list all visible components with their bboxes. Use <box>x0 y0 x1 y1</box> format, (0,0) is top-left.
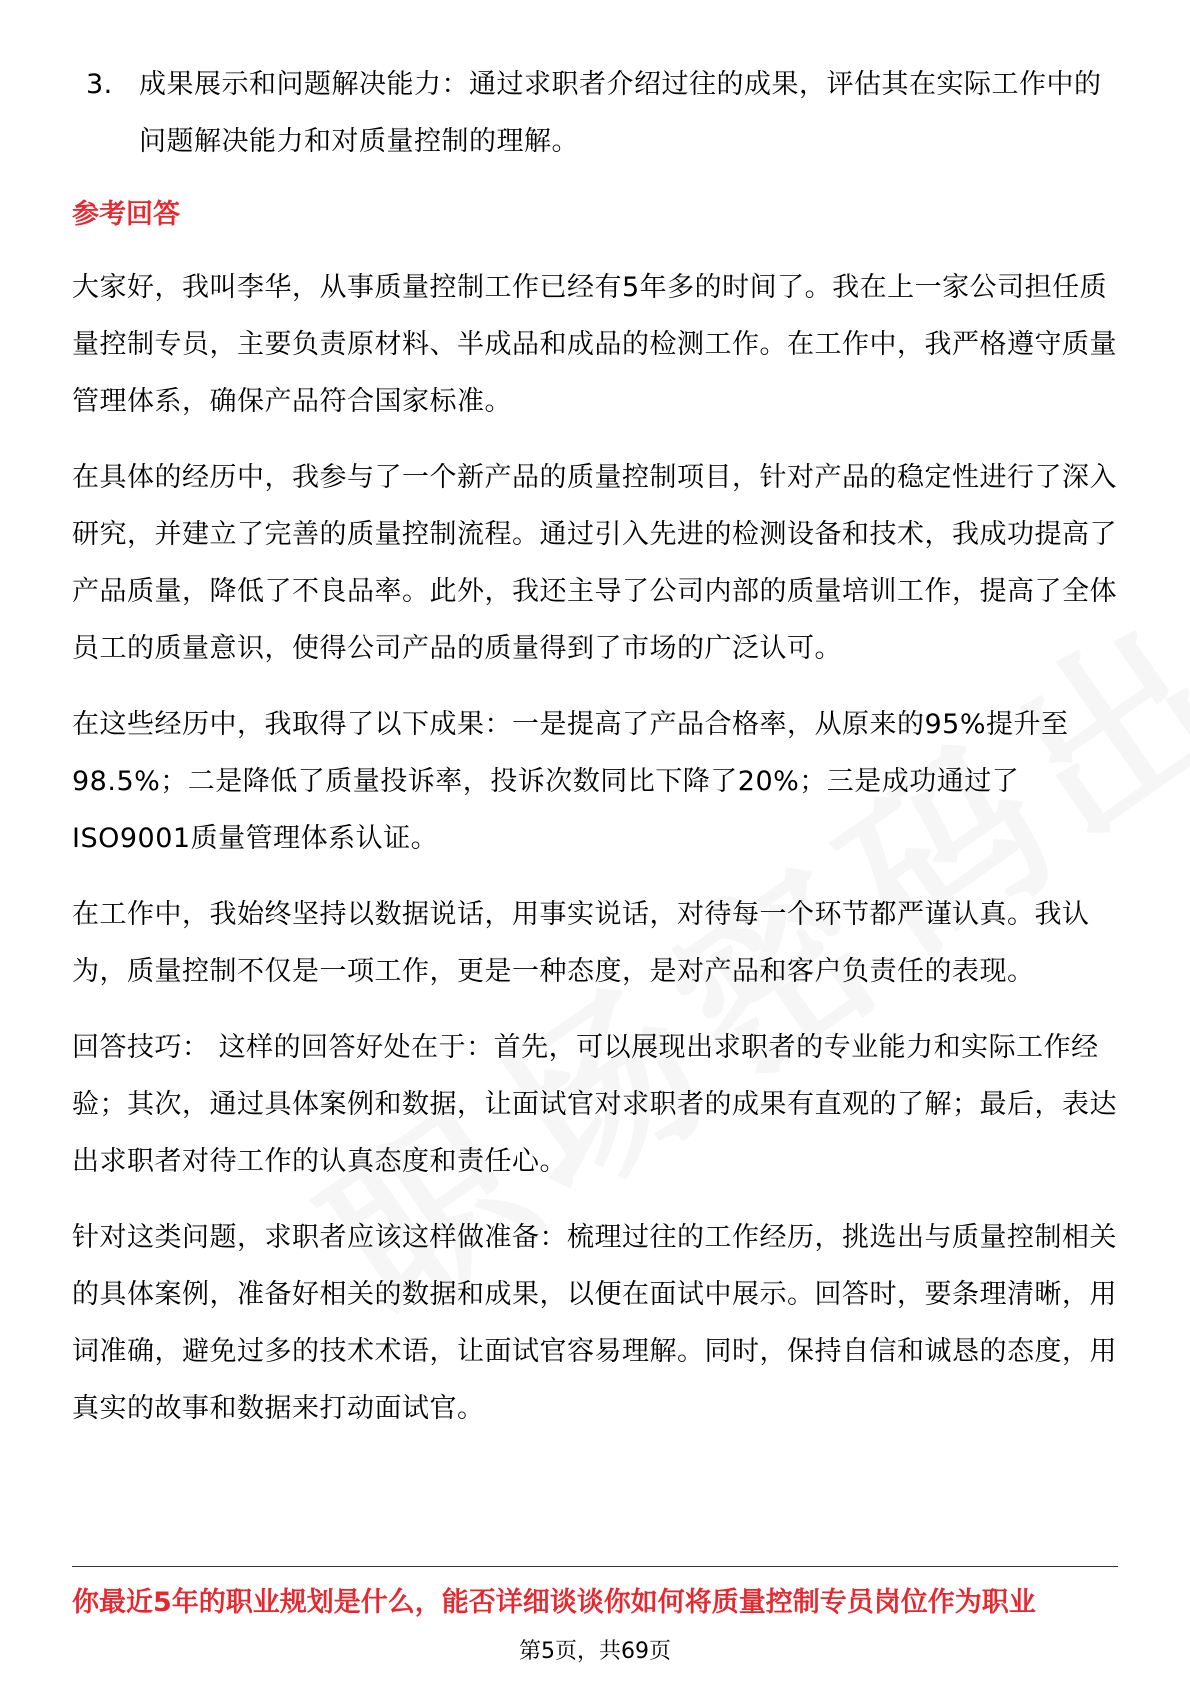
numbered-list-item <box>86 56 1118 170</box>
list-number: 3. <box>86 69 113 100</box>
answer-paragraph-4: 在工作中，我始终坚持以数据说话，用事实说话，对待每一个环节都严谨认真。我认为，质量控制不仅是一项工作，更是一种态度，是对产品和客户负责任的表现。 <box>72 899 1090 987</box>
tips-paragraph: 回答技巧： 这样的回答好处在于：首先，可以展现出求职者的专业能力和实际工作经验；其次，通过具体案例和数据，让面试官对求职者的成果有直观的了解；最后，表达出求职者对待工作的认真态度和责任心。 <box>72 1032 1117 1177</box>
main-content <box>72 56 1118 1456</box>
answer-paragraph-2: 在具体的经历中，我参与了一个新产品的质量控制项目，针对产品的稳定性进行了深入研究，并建立了完善的质量控制流程。通过引入先进的检测设备和技术，我成功提高了产品质量，降低了不良品率。此外，我还主导了公司内部的质量培训工作，提高了全体员工的质量意识，使得公司产品的质量得到了市场的广泛认可。 <box>72 462 1117 664</box>
next-question-heading: 你最近5年的职业规划是什么，能否详细谈谈你如何将质量控制专员岗位作为职业 <box>72 1587 1036 1618</box>
divider <box>72 1566 1118 1567</box>
answer-paragraph-1: 大家好，我叫李华，从事质量控制工作已经有5年多的时间了。我在上一家公司担任质量控制专员，主要负责原材料、半成品和成品的检测工作。在工作中，我严格遵守质量管理体系，确保产品符合国家标准。 <box>72 272 1117 417</box>
section-heading: 参考回答 <box>72 199 180 230</box>
page-footer: 第5页，共69页 <box>519 1639 671 1664</box>
answer-paragraph-3: 在这些经历中，我取得了以下成果：一是提高了产品合格率，从原来的95%提升至98.5%；二是降低了质量投诉率，投诉次数同比下降了20%；三是成功通过了ISO9001质量管理体系认证。 <box>72 709 1069 854</box>
preparation-paragraph: 针对这类问题，求职者应该这样做准备：梳理过往的工作经历，挑选出与质量控制相关的具体案例，准备好相关的数据和成果，以便在面试中展示。回答时，要条理清晰，用词准确，避免过多的技术术语，让面试官容易理解。同时，保持自信和诚恳的态度，用真实的故事和数据来打动面试官。 <box>72 1222 1117 1424</box>
list-item-text: 成果展示和问题解决能力：通过求职者介绍过往的成果，评估其在实际工作中的问题解决能力和对质量控制的理解。 <box>139 69 1102 157</box>
